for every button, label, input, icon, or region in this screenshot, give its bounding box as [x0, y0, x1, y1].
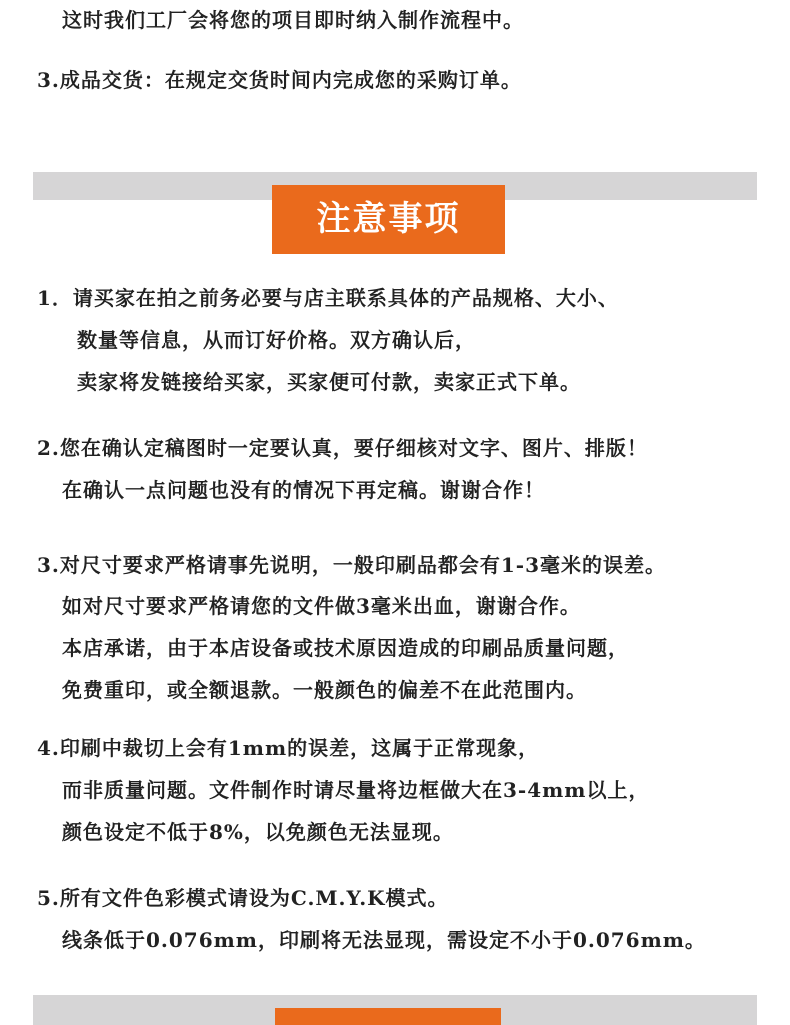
note-line: 而非质量问题。文件制作时请尽量将边框做大在3-4mm以上，: [62, 778, 650, 802]
note-line: 5.所有文件色彩模式请设为C.M.Y.K模式。: [37, 886, 449, 910]
note-line: 4.印刷中裁切上会有1mm的误差，这属于正常现象，: [37, 736, 540, 760]
note-line: 本店承诺，由于本店设备或技术原因造成的印刷品质量问题，: [62, 636, 629, 660]
note-line: 2.您在确认定稿图时一定要认真，要仔细核对文字、图片、排版！: [37, 436, 648, 460]
note-line: 在确认一点问题也没有的情况下再定稿。谢谢合作！: [62, 478, 545, 502]
next-section-title-block: [275, 1008, 501, 1025]
note-line: 3.对尺寸要求严格请事先说明，一般印刷品都会有1-3毫米的误差。: [37, 553, 667, 577]
section-title: 注意事项: [272, 185, 505, 254]
note-line: 颜色设定不低于8%，以免颜色无法显现。: [62, 820, 454, 844]
note-line: 卖家将发链接给买家，买家便可付款，卖家正式下单。: [77, 370, 581, 394]
note-line: 线条低于0.076mm，印刷将无法显现，需设定不小于0.076mm。: [62, 928, 706, 952]
note-line: 数量等信息，从而订好价格。双方确认后，: [77, 328, 476, 352]
note-line: 1．请买家在拍之前务必要与店主联系具体的产品规格、大小、: [37, 286, 619, 310]
note-line: 如对尺寸要求严格请您的文件做3毫米出血，谢谢合作。: [62, 594, 581, 618]
note-line: 免费重印，或全额退款。一般颜色的偏差不在此范围内。: [62, 678, 587, 702]
intro-line: 这时我们工厂会将您的项目即时纳入制作流程中。: [62, 8, 524, 32]
intro-line: 3.成品交货：在规定交货时间内完成您的采购订单。: [37, 68, 522, 92]
